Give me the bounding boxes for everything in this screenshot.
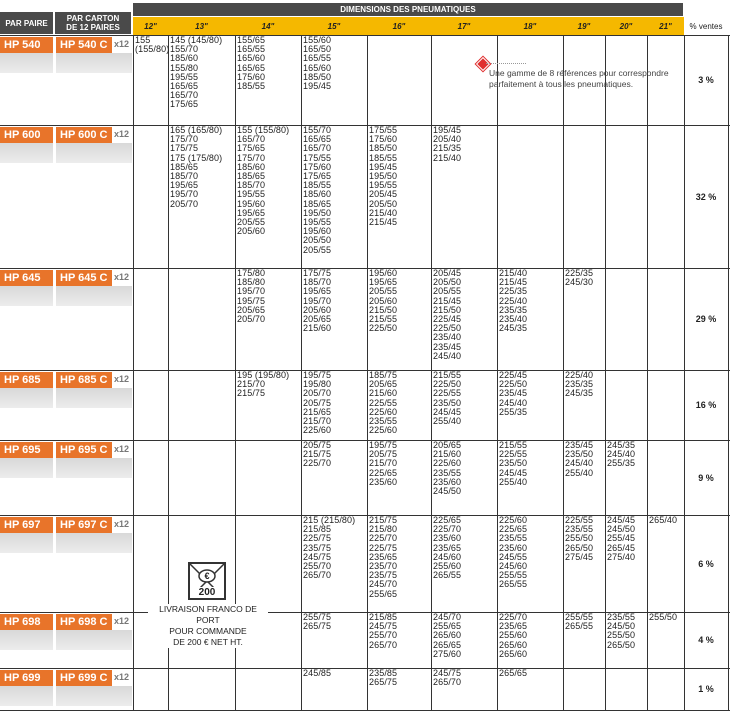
header-size-16-inch: 16" [367, 17, 432, 35]
delivery-badge [188, 562, 226, 600]
size-cell: 165 (165/80) 175/70 175/75 175 (175/80) 185/65 185/70 195/65 195/70 205/70 [170, 125, 223, 209]
size-cell: 155/60 165/50 165/55 165/60 185/50 195/45 [303, 35, 332, 92]
pair-model-label: HP 685 [0, 372, 53, 388]
size-cell: 155/70 165/65 165/70 175/55 175/60 175/65 185/55 185/60 185/65 195/50 195/55 195/60 205/50 205/55 [303, 125, 332, 255]
carton-quantity-badge: x12 [114, 444, 130, 454]
product-image-placeholder [0, 630, 53, 650]
grid-line-horizontal [0, 710, 730, 711]
header-size-18-inch: 18" [497, 17, 564, 35]
product-image-placeholder [56, 686, 132, 706]
product-image-placeholder [56, 286, 132, 306]
size-cell: 195/75 195/80 205/70 205/75 215/65 215/70 225/60 [303, 370, 332, 436]
carton-quantity-badge: x12 [114, 39, 130, 49]
carton-model-label: HP 600 C [56, 127, 112, 143]
grid-line-vertical [133, 35, 134, 710]
size-cell: 185/75 205/65 215/60 225/55 225/60 235/55 225/60 [369, 370, 398, 436]
product-image-placeholder [56, 388, 132, 408]
size-cell: 235/85 265/75 [369, 668, 398, 688]
size-cell: 225/70 235/65 255/60 265/60 265/60 [499, 612, 528, 659]
product-image-placeholder [56, 458, 132, 478]
grid-line-vertical [301, 35, 302, 710]
sales-percent: 3 % [698, 75, 714, 85]
carton-model-label: HP 645 C [56, 270, 112, 286]
delivery-line-3: DE 200 € NET HT. [173, 637, 243, 647]
header-par-paire: PAR PAIRE [0, 12, 53, 34]
size-cell: 215 (215/80) 215/85 225/75 235/75 245/75 255/70 265/70 [303, 515, 356, 581]
carton-quantity-badge: x12 [114, 374, 130, 384]
size-cell: 265/65 [499, 668, 528, 678]
size-cell: 225/40 235/35 245/35 [565, 370, 594, 399]
svg-text:€: € [204, 571, 210, 581]
size-cell: 215/40 215/45 225/35 225/40 235/35 235/40 245/35 [499, 268, 528, 334]
sales-percent: 16 % [695, 400, 717, 410]
carton-quantity-badge: x12 [114, 616, 130, 626]
note-icon [476, 57, 490, 71]
size-cell: 235/45 235/50 245/40 255/40 [565, 440, 594, 478]
size-cell: 245/35 245/40 255/35 [607, 440, 636, 469]
product-image-placeholder [56, 630, 132, 650]
grid-line-vertical [684, 35, 685, 710]
size-cell: 175/75 185/70 195/65 195/70 205/60 205/65 215/60 [303, 268, 332, 334]
carton-quantity-badge: x12 [114, 272, 130, 282]
note-line [486, 63, 526, 64]
sales-percent: 32 % [695, 191, 717, 202]
grid-line-horizontal [0, 668, 730, 669]
header-par-carton: PAR CARTON DE 12 PAIRES [55, 12, 131, 34]
size-cell: 255/75 265/75 [303, 612, 332, 632]
carton-quantity-badge: x12 [114, 519, 130, 529]
size-cell: 175/80 185/80 195/70 195/75 205/65 205/70 [237, 268, 266, 325]
header-size-17-inch: 17" [431, 17, 498, 35]
product-image-placeholder [56, 143, 132, 163]
size-cell: 155 (155/80) [135, 35, 170, 55]
size-cell: 205/65 215/60 225/60 235/55 235/60 245/50 [433, 440, 462, 497]
size-cell: 195/75 205/75 215/70 225/65 235/60 [369, 440, 398, 487]
sales-percent: 1 % [698, 684, 714, 694]
grid-line-vertical [728, 35, 729, 710]
size-cell: 255/50 [649, 612, 678, 622]
size-cell: 245/85 [303, 668, 332, 678]
size-cell: 215/55 225/55 235/50 245/45 255/40 [499, 440, 528, 487]
grid-line-horizontal [0, 268, 730, 269]
badge-value: 200 [190, 587, 224, 598]
delivery-text [148, 604, 268, 648]
size-cell: 255/55 265/55 [565, 612, 594, 632]
size-cell: 155/65 165/55 165/60 165/65 175/60 185/55 [237, 35, 266, 92]
pair-model-label: HP 699 [0, 670, 53, 686]
size-cell: 225/65 225/70 235/60 235/65 245/60 255/60 265/55 [433, 515, 462, 581]
sales-percent: 6 % [698, 558, 714, 569]
size-cell: 215/85 245/75 255/70 265/70 [369, 612, 398, 650]
size-cell: 205/75 215/75 225/70 [303, 440, 332, 469]
header-size-15-inch: 15" [301, 17, 368, 35]
carton-model-label: HP 540 C [56, 37, 112, 53]
sales-percent: 29 % [695, 314, 717, 324]
grid-line-vertical [497, 35, 498, 710]
pair-model-label: HP 698 [0, 614, 53, 630]
range-note: Une gamme de 8 références pour correspondre parfaitement à tous les pneumatiques. [489, 68, 669, 89]
header-dimensions: DIMENSIONS DES PNEUMATIQUES [133, 3, 683, 16]
header-size-13-inch: 13" [168, 17, 236, 35]
size-cell: 245/70 255/65 265/60 265/65 275/60 [433, 612, 462, 659]
header-size-14-inch: 14" [235, 17, 302, 35]
product-image-placeholder [0, 143, 53, 163]
pair-model-label: HP 695 [0, 442, 53, 458]
product-image-placeholder [0, 286, 53, 306]
size-cell: 225/45 225/50 235/45 245/40 255/35 [499, 370, 528, 417]
grid-line-horizontal [0, 125, 730, 126]
sales-percent: 4 % [698, 635, 714, 645]
delivery-line-2: POUR COMMANDE [169, 626, 247, 636]
carton-quantity-badge: x12 [114, 129, 130, 139]
size-cell: 195 (195/80) 215/70 215/75 [237, 370, 290, 399]
size-cell: 245/75 265/70 [433, 668, 462, 688]
size-cell: 225/35 245/30 [565, 268, 594, 288]
header-size-12-inch: 12" [133, 17, 169, 35]
delivery-line-1: LIVRAISON FRANCO DE PORT [159, 604, 257, 625]
product-image-placeholder [56, 53, 132, 73]
size-cell: 195/45 205/40 215/35 215/40 [433, 125, 462, 163]
carton-model-label: HP 685 C [56, 372, 112, 388]
size-cell: 225/55 235/55 255/50 265/50 275/45 [565, 515, 594, 562]
product-image-placeholder [0, 388, 53, 408]
header-size-20-inch: 20" [605, 17, 648, 35]
grid-line-horizontal [0, 370, 730, 371]
size-cell: 215/75 215/80 225/70 225/75 235/65 235/70 235/75 245/70 255/65 [369, 515, 398, 599]
grid-line-vertical [367, 35, 368, 710]
size-cell: 245/45 245/50 255/45 265/45 275/40 [607, 515, 636, 562]
size-cell: 225/60 225/65 235/55 235/60 245/55 245/60 255/55 265/55 [499, 515, 528, 590]
carton-quantity-badge: x12 [114, 672, 130, 682]
size-cell: 155 (155/80) 165/70 175/65 175/70 185/60 185/65 185/70 195/55 195/60 195/65 205/55 205/60 [237, 125, 290, 237]
sales-percent: 9 % [698, 472, 714, 483]
header-percent-ventes: % ventes [689, 21, 723, 31]
size-cell: 195/60 195/65 205/55 205/60 215/50 215/55 225/50 [369, 268, 398, 334]
header-size-19-inch: 19" [563, 17, 606, 35]
carton-model-label: HP 697 C [56, 517, 112, 533]
grid-line-vertical [563, 35, 564, 710]
pair-model-label: HP 540 [0, 37, 53, 53]
pair-model-label: HP 645 [0, 270, 53, 286]
pair-model-label: HP 697 [0, 517, 53, 533]
product-image-placeholder [0, 686, 53, 706]
product-image-placeholder [0, 53, 53, 73]
size-cell: 215/55 225/50 225/55 235/50 245/45 255/40 [433, 370, 462, 427]
size-cell: 175/55 175/60 185/50 185/55 195/45 195/50 195/55 205/45 205/50 215/40 215/45 [369, 125, 398, 228]
carton-model-label: HP 699 C [56, 670, 112, 686]
grid-line-vertical [431, 35, 432, 710]
header-size-21-inch: 21" [647, 17, 685, 35]
product-image-placeholder [0, 458, 53, 478]
grid-line-vertical [605, 35, 606, 710]
carton-model-label: HP 695 C [56, 442, 112, 458]
pair-model-label: HP 600 [0, 127, 53, 143]
grid-line-horizontal [0, 35, 730, 36]
size-cell: 265/40 [649, 515, 678, 525]
size-cell: 235/55 245/50 255/50 265/50 [607, 612, 636, 650]
size-cell: 205/45 205/50 205/55 215/45 215/50 225/45 225/50 235/40 235/45 245/40 [433, 268, 462, 361]
carton-model-label: HP 698 C [56, 614, 112, 630]
size-cell: 145 (145/80) 155/70 185/60 155/80 195/55 165/65 165/70 175/65 [170, 35, 223, 110]
grid-line-vertical [647, 35, 648, 710]
product-image-placeholder [0, 533, 53, 553]
product-image-placeholder [56, 533, 132, 553]
